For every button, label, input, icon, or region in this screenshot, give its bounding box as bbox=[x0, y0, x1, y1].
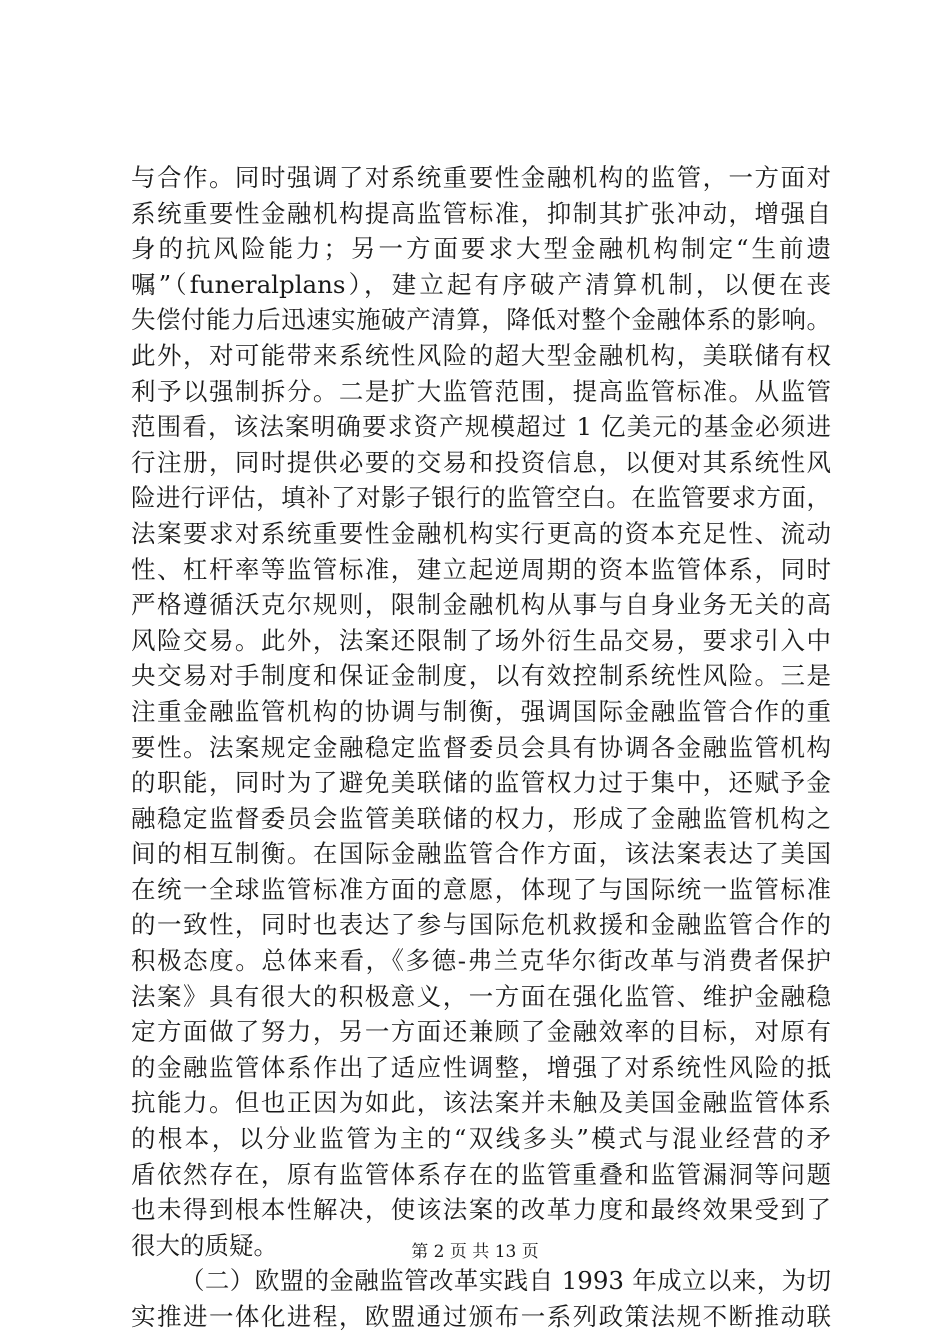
text-line: 要性。法案规定金融稳定监督委员会具有协调各金融监管机构 bbox=[131, 732, 831, 762]
text-line: 很大的质疑。 bbox=[131, 1230, 278, 1260]
text-line: 法案》具有很大的积极意义，一方面在强化监管、维护金融稳 bbox=[131, 981, 831, 1011]
text-line: 盾依然存在，原有监管体系存在的监管重叠和监管漏洞等问题 bbox=[131, 1159, 831, 1189]
text-line: 身的抗风险能力；另一方面要求大型金融机构制定“生前遗 bbox=[131, 234, 831, 264]
text-line: 范围看，该法案明确要求资产规模超过 1 亿美元的基金必须进 bbox=[131, 412, 831, 442]
page-footer bbox=[0, 1241, 950, 1263]
text-line: 积极态度。总体来看，《多德-弗兰克华尔街改革与消费者保护 bbox=[131, 946, 831, 976]
text-line: 的一致性，同时也表达了参与国际危机救援和金融监管合作的 bbox=[131, 910, 831, 940]
text-line: 抗能力。但也正因为如此，该法案并未触及美国金融监管体系 bbox=[131, 1088, 831, 1118]
text-line: （二）欧盟的金融监管改革实践自 1993 年成立以来，为切 bbox=[180, 1266, 831, 1296]
text-line: 风险交易。此外，法案还限制了场外衍生品交易，要求引入中 bbox=[131, 625, 831, 655]
text-line: 性、杠杆率等监管标准，建立起逆周期的资本监管体系，同时 bbox=[131, 554, 831, 584]
text-line: 定方面做了努力，另一方面还兼顾了金融效率的目标，对原有 bbox=[131, 1017, 831, 1047]
text-line: 利予以强制拆分。二是扩大监管范围，提高监管标准。从监管 bbox=[131, 376, 831, 406]
text-line: 此外，对可能带来系统性风险的超大型金融机构，美联储有权 bbox=[131, 340, 831, 370]
text-line: 注重金融监管机构的协调与制衡，强调国际金融监管合作的重 bbox=[131, 696, 831, 726]
text-line: 实推进一体化进程，欧盟通过颁布一系列政策法规不断推动联 bbox=[131, 1302, 831, 1331]
text-line: 的职能，同时为了避免美联储的监管权力过于集中，还赋予金 bbox=[131, 768, 831, 798]
text-line: 也未得到根本性解决，使该法案的改革力度和最终效果受到了 bbox=[131, 1195, 831, 1225]
text-line: 系统重要性金融机构提高监管标准，抑制其扩张冲动，增强自 bbox=[131, 198, 831, 228]
paragraph-1 bbox=[131, 160, 831, 1263]
text-line: 法案要求对系统重要性金融机构实行更高的资本充足性、流动 bbox=[131, 518, 831, 548]
text-line: 行注册，同时提供必要的交易和投资信息，以便对其系统性风 bbox=[131, 447, 831, 477]
text-line: 的金融监管体系作出了适应性调整，增强了对系统性风险的抵 bbox=[131, 1052, 831, 1082]
text-line: 严格遵循沃克尔规则，限制金融机构从事与自身业务无关的高 bbox=[131, 590, 831, 620]
text-line: 与合作。同时强调了对系统重要性金融机构的监管，一方面对 bbox=[131, 163, 831, 192]
body-text bbox=[131, 160, 831, 1335]
text-line: 在统一全球监管标准方面的意愿，体现了与国际统一监管标准 bbox=[131, 874, 831, 904]
text-line: 间的相互制衡。在国际金融监管合作方面，该法案表达了美国 bbox=[131, 839, 831, 869]
text-line: 险进行评估，填补了对影子银行的监管空白。在监管要求方面， bbox=[131, 483, 831, 513]
text-line: 央交易对手制度和保证金制度，以有效控制系统性风险。三是 bbox=[131, 661, 831, 691]
text-line: 嘱”（funeralplans），建立起有序破产清算机制，以便在丧 bbox=[131, 269, 831, 299]
text-line: 融稳定监督委员会监管美联储的权力，形成了金融监管机构之 bbox=[131, 803, 831, 833]
page-number: 第 2 页 共 13 页 bbox=[411, 1242, 539, 1262]
text-line: 失偿付能力后迅速实施破产清算，降低对整个金融体系的影响。 bbox=[131, 305, 831, 335]
text-line: 的根本，以分业监管为主的“双线多头”模式与混业经营的矛 bbox=[131, 1124, 831, 1154]
paragraph-2 bbox=[131, 1263, 831, 1334]
